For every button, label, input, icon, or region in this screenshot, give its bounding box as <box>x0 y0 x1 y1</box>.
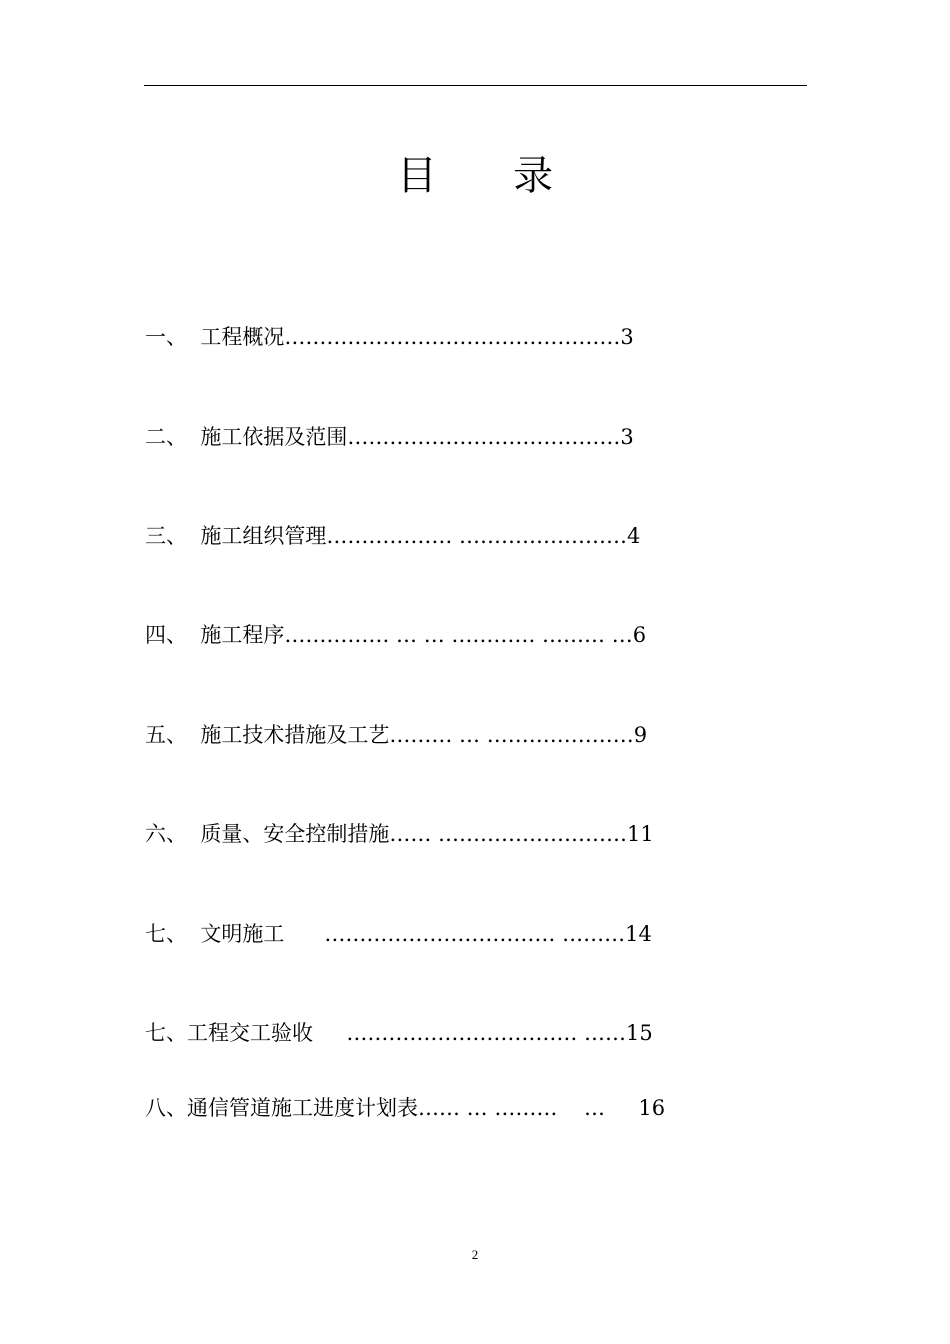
toc-entry-2: 二、 施工依据及范围…………………………………3 <box>145 425 634 449</box>
toc-entry-6: 六、 质量、安全控制措施…… ………………………11 <box>145 822 654 846</box>
toc-entry-7: 七、 文明施工 …………………………… ………14 <box>145 922 652 946</box>
header-rule <box>144 85 807 86</box>
toc-entry-8: 七、工程交工验收 …………………………… ……15 <box>145 1021 653 1045</box>
toc-title: 目 录 <box>396 153 554 199</box>
toc-entry-9: 八、通信管道施工进度计划表…… … ……… … 16 <box>145 1096 666 1120</box>
toc-entry-3: 三、 施工组织管理……………… ……………………4 <box>145 524 641 548</box>
page-number: 2 <box>471 1247 479 1262</box>
toc-entry-4: 四、 施工程序…………… … … ………… ……… …6 <box>145 623 647 647</box>
toc-entry-1: 一、 工程概况…………………………………………3 <box>145 325 634 349</box>
toc-entry-5: 五、 施工技术措施及工艺……… … …………………9 <box>145 723 648 747</box>
